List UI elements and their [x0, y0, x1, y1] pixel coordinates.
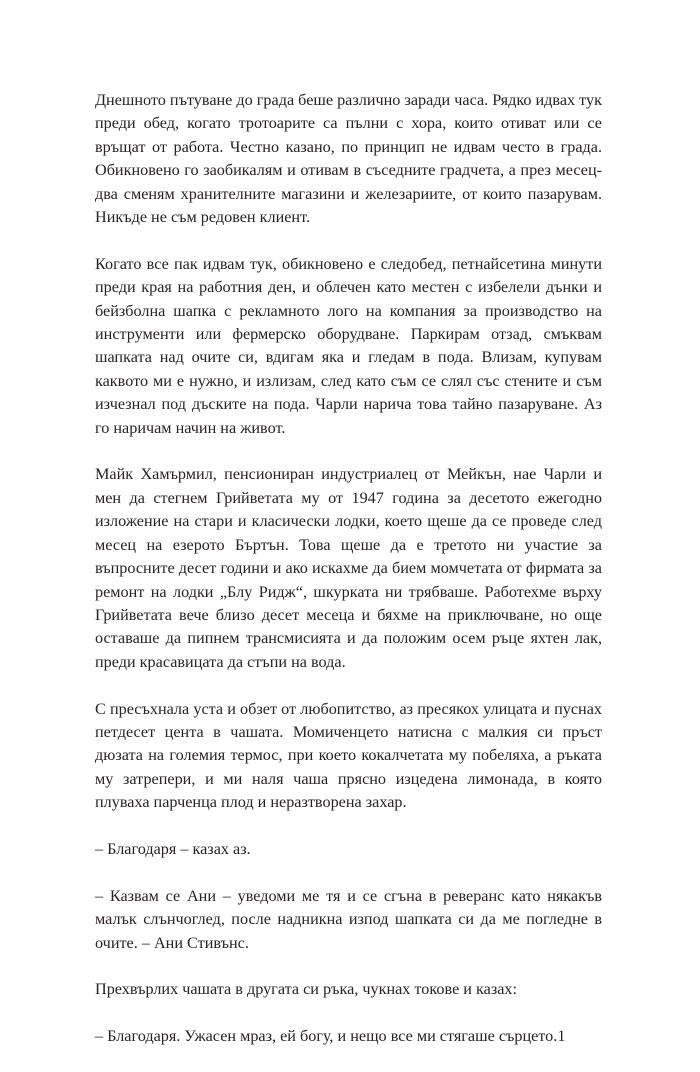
paragraph: Майк Хамърмил, пенсиониран индустриалец от Мейкън, нае Чарли и мен да стегнем Грийветата му от 1947 година за десетото ежегодно изложение на стари и класически лодки, което щеше да се проведе след месец на езерото Бъртън. Това щеше да е третото ни участие за въпросните десет години и ако искахме да бием момчетата от фирмата за ремонт на лодки „Блу Ридж“, шкурката ни трябваше. Работехме върху Грийветата вече близо десет месеца и бяхме на приключване, но още оставаше да пипнем трансмисията и да положим осем ръце яхтен лак, преди красавицата да стъпи на вода.	[95, 465, 602, 671]
paragraph: – Казвам се Ани – уведоми ме тя и се сгъна в реверанс като някакъв малък слънчоглед, после надникна изпод шапката си да ме погледне в очите. – Ани Стивънс.	[95, 886, 602, 952]
paragraph: – Благодаря. Ужасен мраз, ей богу, и нещо все ми стягаше сърцето.1	[95, 1027, 566, 1046]
body-text	[95, 89, 602, 1072]
paragraph: Днешното пътуване до града беше различно заради часа. Рядко идвах тук преди обед, когато тротоарите са пълни с хора, които отиват или се връщат от работа. Честно казано, по принцип не идвам често в града. Обикновено го заобикалям и отивам в съседните градчета, а през месец-два сменям хранителните магазини и железариите, от които пазарувам. Никъде не съм редовен клиент.	[95, 91, 602, 227]
paragraph: Прехвърлих чашата в другата си ръка, чукнах токове и казах:	[95, 980, 517, 999]
paragraph: – Благодаря – казах аз.	[95, 839, 251, 858]
paragraph: С пресъхнала уста и обзет от любопитство, аз пресякох улицата и пуснах петдесет цента в чашата. Момиченцето натисна с малкия си пръст дюзата на големия термос, при което кокалчетата му побеляха, а ръката му затрепери, и ми наля чаша прясно изцедена лимонада, в която плуваха парченца плод и неразтворена захар.	[95, 699, 602, 812]
paragraph: Когато все пак идвам тук, обикновено е следобед, петнайсетина минути преди края на работния ден, и облечен като местен с избелели дънки и бейзболна шапка с рекламното лого на компания за производство на инструменти или фермерско оборудване. Паркирам отзад, смъквам шапката над очите си, вдигам яка и гледам в пода. Влизам, купувам каквото ми е нужно, и излизам, след като съм се слял със стените и съм изчезнал под дъските на пода. Чарли нарича това тайно пазаруване. Аз го наричам начин на живот.	[95, 254, 602, 437]
